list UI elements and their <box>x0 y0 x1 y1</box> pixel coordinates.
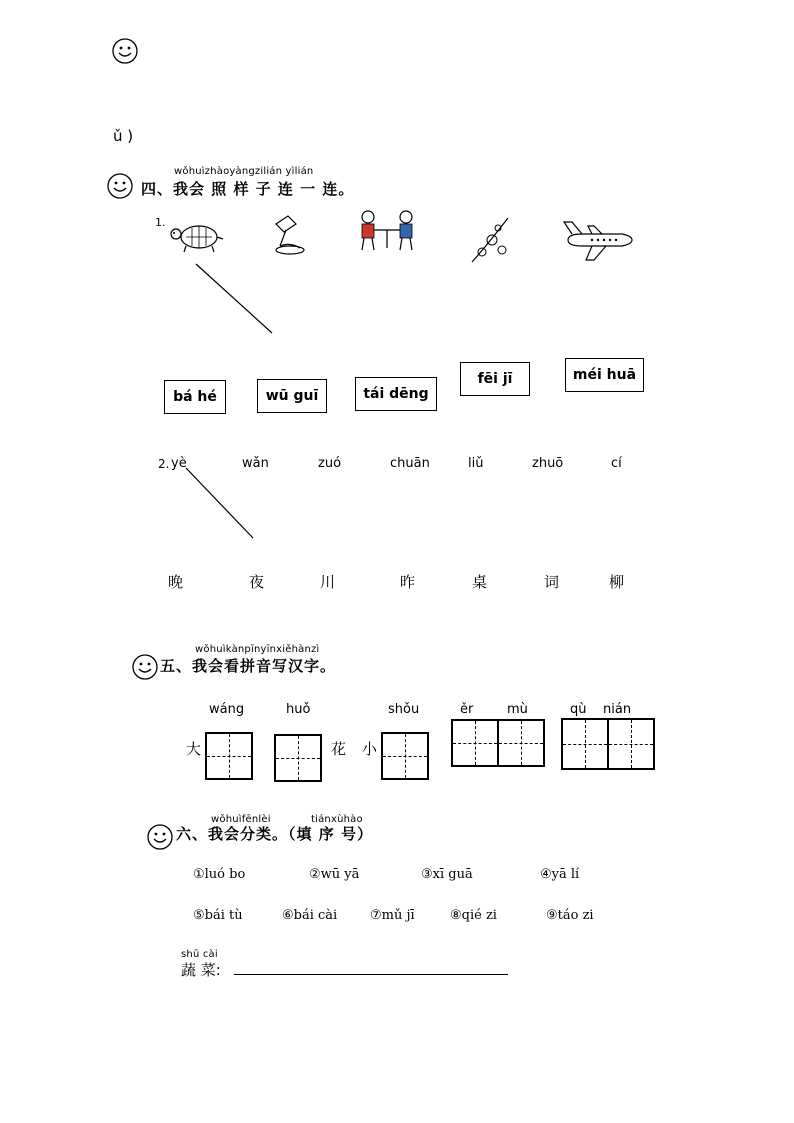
section4-title: 四、我会 照 样 子 连 一 连。 <box>141 180 355 198</box>
hanzi-chuan: 川 <box>320 573 336 591</box>
pinyin-er: ěr <box>460 702 474 717</box>
item-6: ⑥bái cài <box>282 908 338 923</box>
char-da: 大 <box>186 740 202 758</box>
writing-cell[interactable] <box>274 734 322 782</box>
pinyin-chuan: chuān <box>390 456 430 471</box>
item-1: ①luó bo <box>193 867 246 882</box>
item-4: ④yā lí <box>540 867 580 882</box>
section5-pinyin: wǒhuìkànpīnyīnxiěhànzì <box>195 644 320 655</box>
vegetable-pinyin: shū cài <box>181 949 218 960</box>
section4-pinyin: wǒhuìzhàoyàngzilián yìlián <box>174 166 314 177</box>
char-xiao: 小 <box>362 740 378 758</box>
pinyin-zuo: zuó <box>318 456 342 471</box>
vegetable-label: 蔬 菜: <box>181 961 221 979</box>
section6-pinyin2: tiánxùhào <box>311 814 363 825</box>
q2-label: 2. <box>158 457 170 471</box>
q1-label: 1. <box>155 216 166 229</box>
hanzi-zhuo: 桌 <box>472 573 488 591</box>
smiley-icon <box>147 824 173 850</box>
pinyin-ye: yè <box>171 456 187 471</box>
section5-title: 五、我会看拼音写汉字。 <box>160 657 337 675</box>
hanzi-zuo: 昨 <box>400 573 416 591</box>
pinyin-wang: wáng <box>209 702 245 717</box>
pinyin-zhuo: zhuō <box>532 456 564 471</box>
word-box-wugui[interactable]: wū guī <box>257 379 327 413</box>
word-box-feiji[interactable]: fēi jī <box>460 362 530 396</box>
pinyin-nian: nián <box>603 702 632 717</box>
writing-cell[interactable] <box>381 732 429 780</box>
pinyin-wan: wǎn <box>242 456 269 471</box>
top-fragment: ǔ ) <box>113 127 134 145</box>
word-box-meihua[interactable]: méi huā <box>565 358 644 392</box>
char-hua: 花 <box>331 740 347 758</box>
writing-cell[interactable] <box>607 718 655 770</box>
pinyin-qu: qù <box>570 702 587 717</box>
smiley-icon <box>132 654 158 680</box>
item-5: ⑤bái tù <box>193 908 243 923</box>
word-box-bahe[interactable]: bá hé <box>164 380 226 414</box>
hanzi-wan: 晚 <box>168 573 184 591</box>
hanzi-liu: 柳 <box>609 573 625 591</box>
writing-cell[interactable] <box>561 718 609 770</box>
item-7: ⑦mǔ jī <box>370 908 415 923</box>
pinyin-mu: mù <box>507 702 528 717</box>
writing-cell[interactable] <box>497 719 545 767</box>
item-3: ③xī guā <box>421 867 473 882</box>
writing-cell[interactable] <box>205 732 253 780</box>
pinyin-liu: liǔ <box>468 456 484 471</box>
pinyin-huo: huǒ <box>286 702 311 717</box>
section6-pinyin: wǒhuìfēnlèi <box>211 814 271 825</box>
hanzi-ci: 词 <box>544 573 560 591</box>
word-box-taideng[interactable]: tái dēng <box>355 377 437 411</box>
writing-cell[interactable] <box>451 719 499 767</box>
pinyin-ci: cí <box>611 456 622 471</box>
item-8: ⑧qié zi <box>450 908 497 923</box>
hanzi-ye: 夜 <box>249 573 265 591</box>
section6-title: 六、我会分类。（填 序 号） <box>176 825 373 843</box>
vegetable-answer-line[interactable] <box>234 974 508 975</box>
item-2: ②wū yā <box>309 867 360 882</box>
pinyin-shou: shǒu <box>388 702 420 717</box>
item-9: ⑨táo zi <box>546 908 594 923</box>
